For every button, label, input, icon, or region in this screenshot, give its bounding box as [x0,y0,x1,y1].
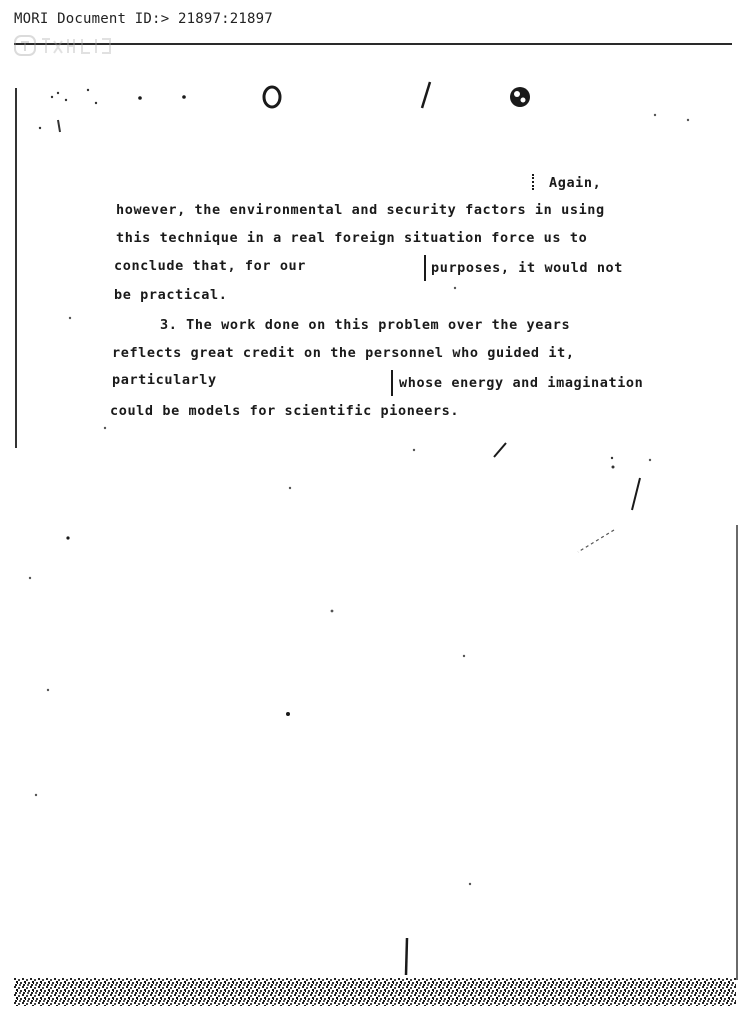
text-line: this technique in a real foreign situation force us to [116,230,588,246]
text-line: however, the environmental and security factors in using [116,202,605,218]
text-line: conclude that, for our [114,258,307,274]
text-line: 3. The work done on this problem over the years [160,317,571,333]
redaction-bar [424,255,426,281]
redaction-marker-line-1 [532,174,538,190]
text-line: particularly [112,372,217,388]
text-line: be practical. [114,287,228,303]
scan-noise-strip-icon [14,978,736,1006]
redaction-bar [391,370,393,396]
text-line: whose energy and imagination [399,375,644,391]
text-line: Again, [549,175,602,191]
text-line: reflects great credit on the personnel who guided it, [112,345,575,361]
document-id-stamp: MORI Document ID:> 21897:21897 [14,11,273,27]
text-line: purposes, it would not [431,260,624,276]
text-line: could be models for scientific pioneers. [110,403,460,419]
